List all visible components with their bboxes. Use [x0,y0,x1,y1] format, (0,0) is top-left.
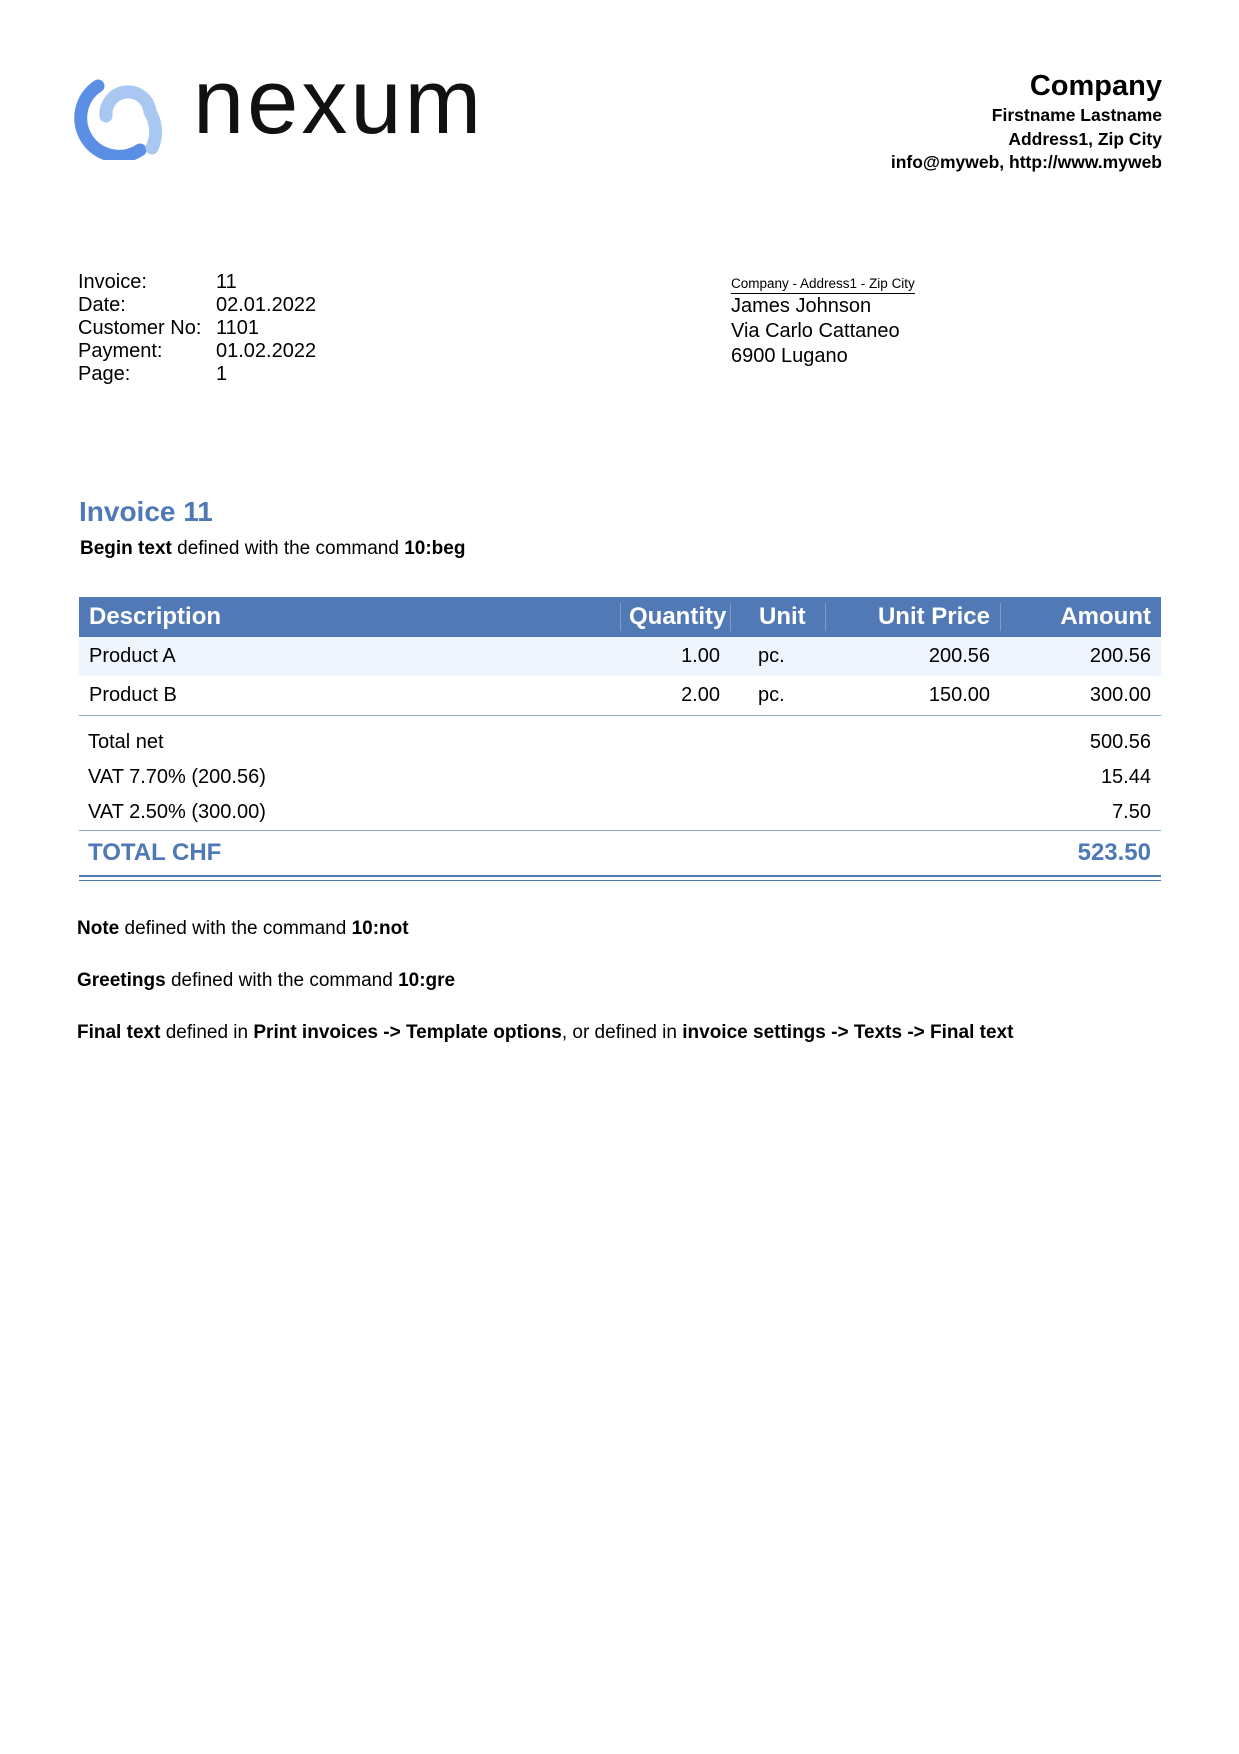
company-name: Company [1029,70,1162,102]
note-normal: defined with the command [124,918,347,939]
total-value: 523.50 [1077,839,1151,866]
summary-value: 15.44 [1100,766,1151,788]
table-row [79,676,1161,715]
info-row-invoice [78,271,316,294]
final-bold: Final text [77,1022,161,1043]
sender-line: Company - Address1 - Zip City [731,276,915,294]
cell-quantity: 2.00 [681,684,720,706]
info-row-customer [78,317,316,340]
table-row [79,637,1161,676]
info-value: 02.01.2022 [216,294,317,316]
header-unit: Unit [730,603,825,631]
greetings-command: 10:gre [398,970,456,991]
summary-row [79,725,1161,760]
info-label: Invoice: [78,271,147,293]
summary-label: VAT 2.50% (300.00) [88,801,266,823]
cell-unit: pc. [758,684,785,706]
info-label: Date: [78,294,126,316]
final-normal-2: , or defined in [561,1022,677,1043]
cell-description: Product A [89,645,176,667]
summary-label: Total net [88,731,164,753]
begin-text-normal: defined with the command [177,538,399,559]
header-description: Description [89,603,222,630]
recipient-address [731,275,915,369]
company-block [891,68,1162,175]
summary-row [79,795,1161,830]
info-value: 01.02.2022 [216,340,317,362]
header-unit-price: Unit Price [825,603,1000,631]
items-table [79,597,1161,881]
note-text [77,918,409,940]
header-quantity: Quantity [620,603,730,631]
info-value: 1101 [216,317,260,339]
address-line: 6900 Lugano [731,345,848,367]
info-label: Customer No: [78,317,202,339]
begin-text-bold: Begin text [80,538,172,559]
final-bold-3: invoice settings -> Texts -> Final text [682,1022,1014,1043]
cell-unit-price: 150.00 [928,684,990,706]
greetings-text [77,970,455,992]
info-row-payment [78,340,316,363]
info-row-date [78,294,316,317]
logo [68,51,528,158]
cell-description: Product B [89,684,177,706]
address-line: James Johnson [731,295,872,317]
summary-value: 500.56 [1089,731,1151,753]
greetings-bold: Greetings [77,970,166,991]
cell-unit: pc. [758,645,785,667]
cell-unit-price: 200.56 [928,645,990,667]
begin-text-command: 10:beg [404,538,466,559]
header-amount: Amount [1000,603,1161,631]
info-value: 1 [216,363,228,385]
table-header [79,597,1161,637]
cell-amount: 200.56 [1089,645,1151,667]
summary-row [79,760,1161,795]
total-double-underline [79,875,1161,881]
info-value: 11 [216,271,237,293]
logo-wordmark: nexum [193,51,485,153]
greetings-normal: defined with the command [170,970,393,991]
company-address: Address1, Zip City [1008,128,1162,149]
final-bold-2: Print invoices -> Template options [253,1022,562,1043]
company-contact: info@myweb, http://www.myweb [890,152,1162,172]
info-label: Page: [78,363,131,385]
info-row-page [78,363,316,386]
note-bold: Note [77,918,120,939]
invoice-info [78,271,316,386]
address-line: Via Carlo Cattaneo [731,320,900,342]
nexum-logo-icon [68,72,172,160]
begin-text [80,538,465,560]
summary-value: 7.50 [1112,801,1151,823]
final-text [77,1022,1013,1044]
final-normal-1: defined in [165,1022,249,1043]
company-person: Firstname Lastname [991,105,1162,125]
info-label: Payment: [78,340,163,362]
note-command: 10:not [351,918,409,939]
cell-amount: 300.00 [1089,684,1151,706]
cell-quantity: 1.00 [681,645,720,667]
summary-label: VAT 7.70% (200.56) [88,766,266,788]
total-row [79,831,1161,875]
invoice-title: Invoice 11 [79,496,213,527]
total-label: TOTAL CHF [88,839,222,866]
